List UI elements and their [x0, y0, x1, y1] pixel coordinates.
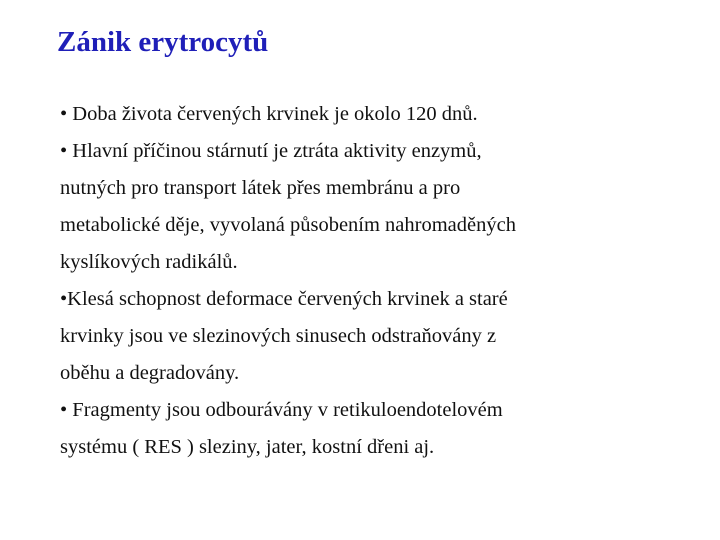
- bullet-aging-cause: [60, 133, 700, 281]
- text-line: systému ( RES ) sleziny, jater, kostní dřeni aj.: [60, 436, 435, 458]
- bullet-deformability: [60, 281, 700, 392]
- slide-body: [60, 96, 700, 466]
- text-line: • Hlavní příčinou stárnutí je ztráta aktivity enzymů,: [60, 140, 482, 162]
- text-line: metabolické děje, vyvolaná působením nahromaděných: [60, 214, 516, 236]
- text-line: oběhu a degradovány.: [60, 362, 240, 384]
- text-line: •Klesá schopnost deformace červených krvinek a staré: [60, 288, 508, 310]
- bullet-lifespan: [60, 96, 700, 133]
- text-line: krvinky jsou ve slezinových sinusech odstraňovány z: [60, 325, 497, 347]
- text-line: nutných pro transport látek přes membránu a pro: [60, 177, 461, 199]
- text-line: kyslíkových radikálů.: [60, 251, 238, 273]
- text-line: • Fragmenty jsou odbourávány v retikuloendotelovém: [60, 399, 503, 421]
- text-line: • Doba života červených krvinek je okolo 120 dnů.: [60, 103, 478, 125]
- bullet-fragments: [60, 392, 700, 466]
- slide-title: Zánik erytrocytů: [57, 26, 269, 58]
